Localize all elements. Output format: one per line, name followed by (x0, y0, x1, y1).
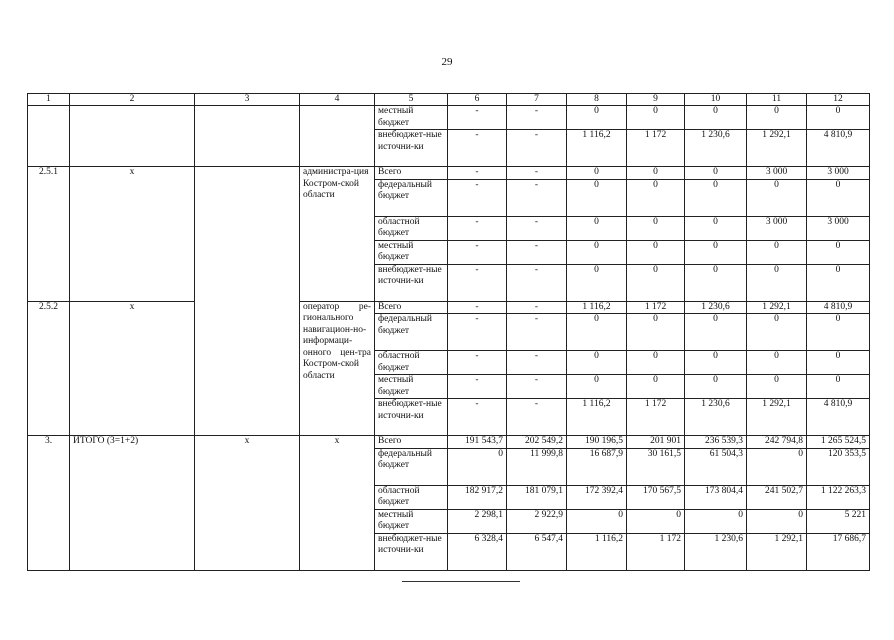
amount-cell: 1 122 263,3 (807, 485, 870, 509)
column-number: 11 (747, 94, 807, 106)
column-number: 12 (807, 94, 870, 106)
amount-cell: - (507, 314, 567, 351)
amount-cell: 0 (807, 106, 870, 130)
amount-cell: 0 (627, 314, 685, 351)
funding-source: федеральный бюджет (375, 179, 448, 216)
amount-cell: 1 172 (627, 399, 685, 436)
amount-cell: 0 (627, 167, 685, 180)
amount-cell: - (448, 167, 507, 180)
item-name: ИТОГО (3=1+2) (70, 436, 195, 571)
amount-cell: 0 (627, 351, 685, 375)
amount-cell: 1 292,1 (747, 301, 807, 314)
funding-source: внебюджет-ные источни-ки (375, 533, 448, 570)
page-number: 29 (441, 56, 453, 68)
amount-cell: 30 161,5 (627, 448, 685, 485)
amount-cell: 6 547,4 (507, 533, 567, 570)
amount-cell: 1 292,1 (747, 533, 807, 570)
amount-cell: 0 (627, 179, 685, 216)
amount-cell: 11 999,8 (507, 448, 567, 485)
amount-cell: 0 (807, 375, 870, 399)
item-number: 3. (28, 436, 70, 571)
amount-cell: 1 230,6 (685, 301, 747, 314)
amount-cell: 0 (567, 509, 627, 533)
funding-source: федеральный бюджет (375, 448, 448, 485)
amount-cell: - (448, 264, 507, 301)
amount-cell: 2 298,1 (448, 509, 507, 533)
amount-cell: - (507, 375, 567, 399)
amount-cell: - (448, 351, 507, 375)
amount-cell: 190 196,5 (567, 436, 627, 449)
amount-cell: - (448, 240, 507, 264)
amount-cell: - (448, 314, 507, 351)
funding-source: Всего (375, 301, 448, 314)
amount-cell: 120 353,5 (807, 448, 870, 485)
amount-cell: - (507, 264, 567, 301)
funding-source: внебюджет-ные источни-ки (375, 130, 448, 167)
amount-cell: 202 549,2 (507, 436, 567, 449)
table-row (28, 301, 870, 314)
amount-cell: 1 292,1 (747, 130, 807, 167)
funding-source: областной бюджет (375, 351, 448, 375)
amount-cell: - (507, 216, 567, 240)
funding-source: областной бюджет (375, 485, 448, 509)
amount-cell: - (448, 399, 507, 436)
budget-table (27, 93, 870, 571)
amount-cell: 4 810,9 (807, 399, 870, 436)
amount-cell: 6 328,4 (448, 533, 507, 570)
funding-source: местный бюджет (375, 240, 448, 264)
funding-source: местный бюджет (375, 375, 448, 399)
amount-cell: 0 (567, 264, 627, 301)
amount-cell: 0 (747, 106, 807, 130)
amount-cell: - (448, 216, 507, 240)
amount-cell: 1 116,2 (567, 533, 627, 570)
column-number: 5 (375, 94, 448, 106)
table-row (28, 106, 870, 130)
amount-cell: 1 265 524,5 (807, 436, 870, 449)
amount-cell: 1 116,2 (567, 130, 627, 167)
amount-cell: 0 (627, 240, 685, 264)
amount-cell: 0 (807, 179, 870, 216)
amount-cell: 5 221 (807, 509, 870, 533)
amount-cell: 1 116,2 (567, 301, 627, 314)
column-number: 2 (70, 94, 195, 106)
amount-cell: 1 172 (627, 533, 685, 570)
amount-cell: 172 392,4 (567, 485, 627, 509)
funding-source: местный бюджет (375, 509, 448, 533)
amount-cell: 0 (448, 448, 507, 485)
amount-cell: 0 (685, 106, 747, 130)
column-number: 3 (195, 94, 300, 106)
amount-cell: - (507, 351, 567, 375)
amount-cell: 182 917,2 (448, 485, 507, 509)
amount-cell: 61 504,3 (685, 448, 747, 485)
amount-cell: 0 (685, 216, 747, 240)
column-number: 1 (28, 94, 70, 106)
amount-cell: 1 292,1 (747, 399, 807, 436)
amount-cell: 242 794,8 (747, 436, 807, 449)
amount-cell: 170 567,5 (627, 485, 685, 509)
funding-source: внебюджет-ные источни-ки (375, 264, 448, 301)
amount-cell: 0 (685, 179, 747, 216)
item-name: x (70, 301, 195, 436)
item-number (28, 106, 70, 167)
item-number: 2.5.2 (28, 301, 70, 436)
amount-cell: - (448, 130, 507, 167)
amount-cell: 0 (627, 106, 685, 130)
amount-cell: 0 (567, 167, 627, 180)
responsible-executor: x (300, 436, 375, 571)
amount-cell: 1 172 (627, 301, 685, 314)
responsible-executor: оператор ре-гионального навигацион-но-информаци-онного цен-тра Костром-ской области (300, 301, 375, 436)
amount-cell: 0 (627, 509, 685, 533)
funding-source: местный бюджет (375, 106, 448, 130)
amount-cell: 0 (567, 375, 627, 399)
amount-cell: 1 116,2 (567, 399, 627, 436)
column-number: 9 (627, 94, 685, 106)
amount-cell: 1 230,6 (685, 130, 747, 167)
amount-cell: 0 (567, 240, 627, 264)
amount-cell: - (448, 179, 507, 216)
amount-cell: 0 (747, 351, 807, 375)
amount-cell: 2 922,9 (507, 509, 567, 533)
amount-cell: 0 (567, 179, 627, 216)
funding-source: Всего (375, 436, 448, 449)
amount-cell: - (507, 106, 567, 130)
amount-cell: 1 230,6 (685, 533, 747, 570)
amount-cell: 173 804,4 (685, 485, 747, 509)
amount-cell: 0 (685, 375, 747, 399)
indicator-cell: x (195, 436, 300, 571)
amount-cell: - (448, 301, 507, 314)
amount-cell: 0 (685, 167, 747, 180)
amount-cell: - (507, 167, 567, 180)
amount-cell: 0 (627, 216, 685, 240)
funding-source: Всего (375, 167, 448, 180)
amount-cell: 0 (747, 509, 807, 533)
amount-cell: 0 (807, 314, 870, 351)
amount-cell: 0 (747, 448, 807, 485)
table-row (28, 436, 870, 449)
amount-cell: 3 000 (807, 167, 870, 180)
amount-cell: 0 (567, 351, 627, 375)
amount-cell: 0 (807, 351, 870, 375)
amount-cell: 4 810,9 (807, 130, 870, 167)
footnote-separator (402, 581, 520, 582)
column-number: 10 (685, 94, 747, 106)
amount-cell: - (448, 375, 507, 399)
amount-cell: 0 (567, 314, 627, 351)
amount-cell: 1 172 (627, 130, 685, 167)
amount-cell: 0 (807, 240, 870, 264)
funding-source: областной бюджет (375, 216, 448, 240)
amount-cell: 17 686,7 (807, 533, 870, 570)
column-number: 7 (507, 94, 567, 106)
amount-cell: 0 (627, 375, 685, 399)
amount-cell: 3 000 (807, 216, 870, 240)
funding-source: федеральный бюджет (375, 314, 448, 351)
column-number-row (28, 94, 870, 106)
amount-cell: - (507, 179, 567, 216)
amount-cell: 1 230,6 (685, 399, 747, 436)
amount-cell: 0 (747, 179, 807, 216)
amount-cell: 0 (747, 240, 807, 264)
column-number: 6 (448, 94, 507, 106)
amount-cell: 0 (747, 314, 807, 351)
item-name (70, 106, 195, 167)
amount-cell: 0 (685, 240, 747, 264)
amount-cell: 0 (685, 509, 747, 533)
table-row (28, 167, 870, 180)
column-number: 4 (300, 94, 375, 106)
amount-cell: 0 (747, 264, 807, 301)
amount-cell: - (448, 106, 507, 130)
amount-cell: 201 901 (627, 436, 685, 449)
responsible-executor: администра-ция Костром-ской области (300, 167, 375, 302)
column-number: 8 (567, 94, 627, 106)
amount-cell: - (507, 301, 567, 314)
responsible-executor (300, 106, 375, 167)
amount-cell: 16 687,9 (567, 448, 627, 485)
amount-cell: 3 000 (747, 167, 807, 180)
amount-cell: 3 000 (747, 216, 807, 240)
amount-cell: - (507, 240, 567, 264)
amount-cell: 181 079,1 (507, 485, 567, 509)
amount-cell: - (507, 399, 567, 436)
amount-cell: 236 539,3 (685, 436, 747, 449)
amount-cell: 0 (567, 216, 627, 240)
amount-cell: 0 (627, 264, 685, 301)
amount-cell: 4 810,9 (807, 301, 870, 314)
amount-cell: 0 (747, 375, 807, 399)
item-name: x (70, 167, 195, 302)
amount-cell: 0 (567, 106, 627, 130)
amount-cell: 0 (685, 264, 747, 301)
funding-source: внебюджет-ные источни-ки (375, 399, 448, 436)
amount-cell: 191 543,7 (448, 436, 507, 449)
amount-cell: 241 502,7 (747, 485, 807, 509)
item-number: 2.5.1 (28, 167, 70, 302)
amount-cell: 0 (685, 351, 747, 375)
amount-cell: - (507, 130, 567, 167)
amount-cell: 0 (685, 314, 747, 351)
indicator-cell (195, 106, 300, 167)
amount-cell: 0 (807, 264, 870, 301)
indicator-cell (195, 167, 300, 436)
